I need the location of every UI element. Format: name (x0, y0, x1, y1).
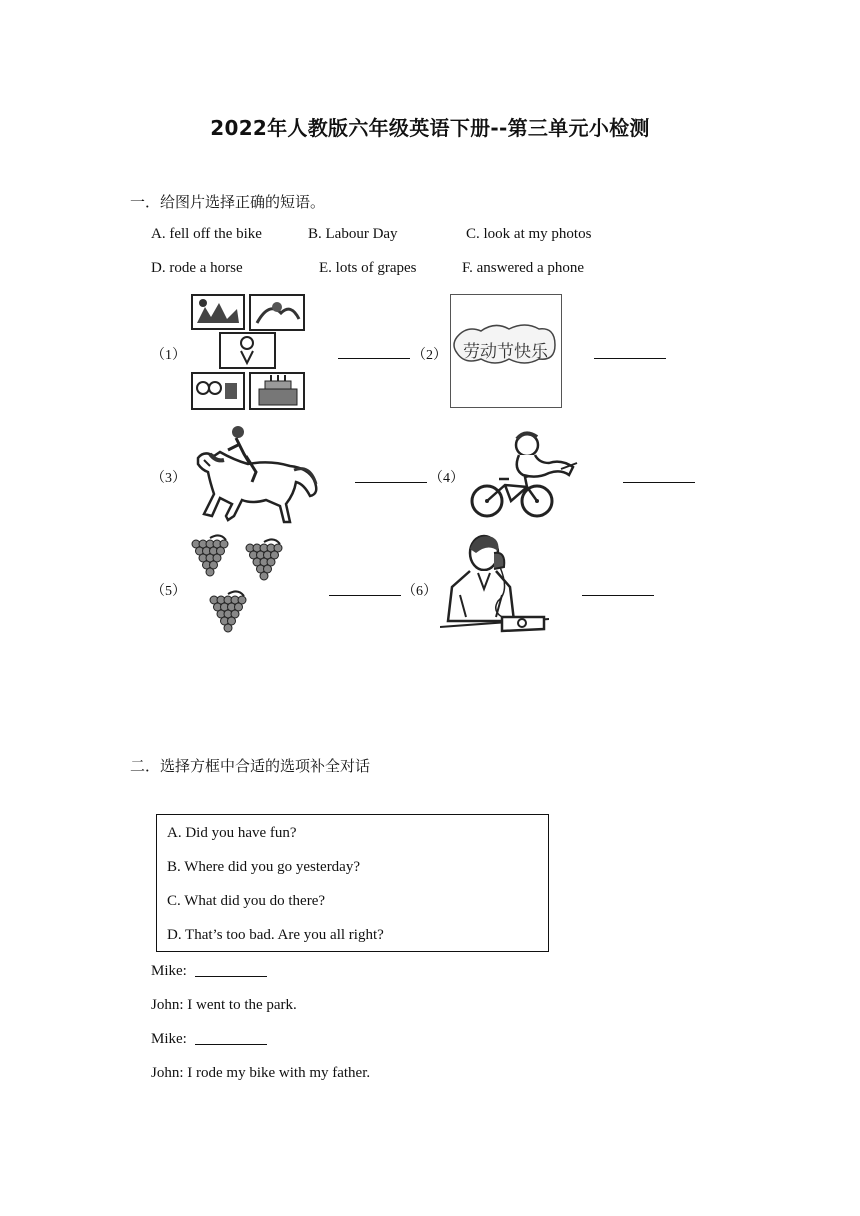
answer-blank-5[interactable] (329, 595, 401, 596)
answer-blank-4[interactable] (623, 482, 695, 483)
man-on-phone-image (440, 531, 549, 643)
horse-rider-image (190, 424, 323, 526)
dialogue-blank-2[interactable] (195, 1044, 267, 1045)
boy-falling-off-bike-image (465, 429, 590, 521)
item-2-label: （2） (412, 348, 447, 363)
dialogue-speaker-text: Mike: (151, 1031, 191, 1047)
dialogue-speaker-text: Mike: (151, 963, 191, 979)
dialogue-line-1 (151, 963, 267, 980)
box-option-c: C. What did you do there? (167, 893, 326, 909)
section-2-heading: 二．选择方框中合适的选项补全对话 (130, 759, 371, 775)
item-3-label: （3） (151, 471, 186, 486)
dialogue-line-2: John: I went to the park. (151, 997, 297, 1013)
dialogue-line-4: John: I rode my bike with my father. (151, 1065, 371, 1081)
option-c: C. look at my photos (466, 226, 592, 242)
option-f: F. answered a phone (462, 260, 585, 276)
box-option-b: B. Where did you go yesterday? (167, 859, 361, 875)
item-6-label: （6） (402, 584, 437, 599)
grapes-image (190, 532, 297, 643)
option-d: D. rode a horse (151, 260, 243, 276)
box-option-d: D. That’s too bad. Are you all right? (167, 927, 384, 943)
photo-collage-image (191, 293, 306, 410)
labour-day-sign-text: 劳动节快乐 (463, 342, 548, 362)
answer-blank-6[interactable] (582, 595, 654, 596)
answer-blank-3[interactable] (355, 482, 427, 483)
option-b: B. Labour Day (308, 226, 398, 242)
dialogue-line-3 (151, 1031, 267, 1048)
labour-day-sign-image (450, 294, 562, 408)
option-e: E. lots of grapes (319, 260, 417, 276)
answer-blank-2[interactable] (594, 358, 666, 359)
option-a: A. fell off the bike (151, 226, 262, 242)
box-option-a: A. Did you have fun? (167, 825, 297, 841)
answer-blank-1[interactable] (338, 358, 410, 359)
item-4-label: （4） (429, 471, 464, 486)
item-1-label: （1） (151, 348, 186, 363)
section-1-heading: 一．给图片选择正确的短语。 (130, 195, 326, 211)
item-5-label: （5） (151, 584, 186, 599)
dialogue-blank-1[interactable] (195, 976, 267, 977)
page-title: 2022年人教版六年级英语下册--第三单元小检测 (210, 116, 650, 140)
options-box (156, 814, 549, 952)
